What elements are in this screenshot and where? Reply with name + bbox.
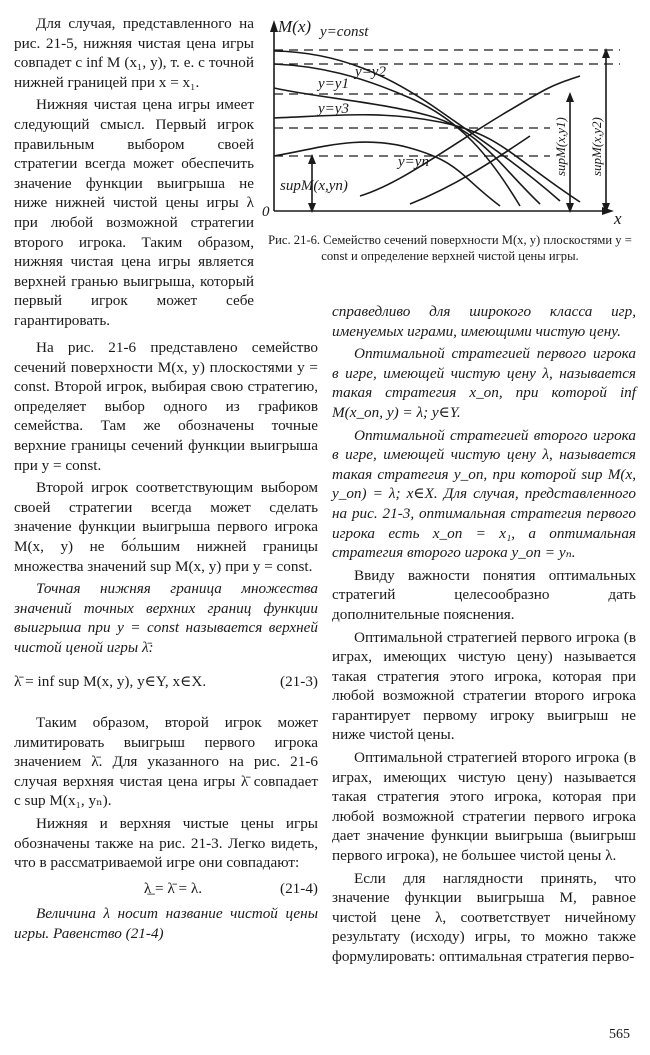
definition-upper-price: Точная нижняя граница множества значений точных верхних границ функции выигрыша при y = const называется верхней чистой ценой игры λ̄: [14, 580, 318, 656]
definition-first-player: Оптимальной стратегией первого игрока в игре, имеющей чистую цену λ, называется такая стратегия x_оп, при которой inf M(x_оп, y) = λ; y∈Y. [332, 345, 636, 421]
arrowhead [566, 92, 574, 102]
figure-caption: Рис. 21-6. Семейство сечений поверхности M(x, y) плоскостями y = const и определение верхней чистой цены игры. [268, 233, 632, 263]
sup-label-y2: supM(x,y2) [589, 117, 604, 176]
formula-number: (21-3) [280, 672, 318, 690]
paragraph: Нижняя чистая цена игры имеет следующий смысл. Первый игрок правильным выбором своей стратегии всегда может обеспечить значение функции выигрыша не ниже нижней чистой цены игры λ при любой возможной стратегии второго игрока. Таким образом, нижняя чистая цена игры является верхней гранью выигрыша, который первый игрок может себе гарантировать. [14, 96, 254, 329]
paragraph: Ввиду важности понятия оптимальных стратегий целесообразно дать дополнительные пояснения. [332, 566, 636, 623]
definition-second-player: Оптимальной стратегией второго игрока в игре, имеющей чистую цену λ, называется такая стратегия y_оп, при которой sup M(x, y_оп) = λ; x∈X. Для случая, представленного на рис. 21-3, оптимальная стратегия первого игрока есть x_оп = x₁, а оптимальная стратегия второго игрока y_оп = yₙ. [332, 426, 636, 562]
left-column-top [14, 14, 254, 331]
paragraph: Оптимальной стратегией первого игрока (в играх, имеющих чистую цену) называется такая стратегия этого игрока, которая при любой возможной стратегии второго игрока гарантирует первому игроку выигрыш не ниже чистой цены. [332, 628, 636, 744]
origin-label: 0 [262, 204, 270, 220]
paragraph: справедливо для широкого класса игр, именуемых играми, имеющими чистую цену. [332, 303, 636, 340]
y-axis-arrow [270, 20, 278, 32]
left-column [14, 338, 318, 944]
x-axis-label: x [614, 209, 622, 228]
page-number: 565 [609, 1027, 630, 1042]
paragraph: Для случая, представленного на рис. 21-5, нижняя чистая цена игры совпадет с inf M (x₁, y), т. е. с точной нижней границей при x = x₁. [14, 15, 254, 91]
curve-label-y2: y=y2 [355, 64, 386, 80]
formula-21-3 [14, 672, 318, 692]
y-axis-sub: y=const [320, 24, 369, 40]
paragraph: Нижняя и верхняя чистые цены игры обозначены также на рис. 21-3. Легко видеть, что в рассматриваемой игре они совпадают: [14, 815, 318, 872]
paragraph: Второй игрок соответствующим выбором своей стратегии всегда может сделать значение функции выигрыша первого игрока M(x, y) не бо́льшим нижней границы множества значений sup M(x, y) при y = const. [14, 479, 318, 575]
paragraph: Если для наглядности принять, что значение функции выигрыша M, равное чистой цене λ, соответствует ничейному результату (исходу) игры, то можно также формулировать: оптимальная стратегия перво- [332, 869, 636, 965]
sup-n-label: supM(x,yn) [280, 178, 348, 194]
formula-expr: λ̄ = inf sup M(x, y), y∈Y, x∈X. [14, 672, 207, 690]
formula-number: (21-4) [280, 879, 318, 897]
paragraph: Таким образом, второй игрок может лимитировать выигрыш первого игрока значением λ̄. Для указанного на рис. 21-6 случая верхняя чистая цена игры λ̄ совпадает с sup M(x₁, yₙ). [14, 714, 318, 810]
formula-21-4 [14, 879, 318, 899]
sup-label-y1: supM(x,y1) [553, 117, 568, 176]
y-axis-label: M(x) [278, 17, 312, 36]
curve-label-y3: y=y3 [318, 101, 349, 117]
paragraph: Оптимальной стратегией второго игрока (в играх, имеющих чистую цену) называется такая стратегия этого игрока, которая при любой возможной стратегии первого игрока дает значение функции выигрыша (выигрыш первого игрока), не большее чистой цены λ. [332, 749, 636, 865]
paragraph: Величина λ носит название чистой цены игры. Равенство (21-4) [14, 905, 318, 943]
paragraph: На рис. 21-6 представлено семейство сечений поверхности M(x, y) плоскостями y = const. Второй игрок, выбирая свою стратегию, определяет выбор одного из графиков семейства. Там же обозначены точные верхние границы сечений функции выигрыша при y = const. [14, 339, 318, 474]
curve-yn [274, 142, 500, 206]
curve-label-y1: y=y1 [318, 76, 349, 92]
curve-label-yn: y=yn [398, 154, 429, 170]
x-axis-arrow [602, 207, 614, 215]
right-column [332, 302, 636, 967]
formula-expr: λ̲ = λ̄ = λ. [143, 879, 203, 897]
